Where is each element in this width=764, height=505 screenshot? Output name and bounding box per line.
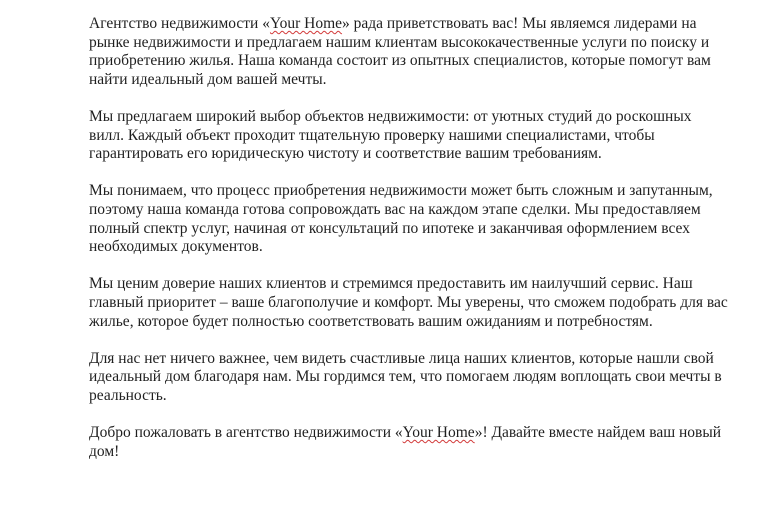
paragraph-support[interactable]: Мы понимаем, что процесс приобретения недвижимости может быть сложным и запутанным, поэтому наша команда готова сопровождать вас на каждом этапе сделки. Мы предоставляем полный спектр услуг, начиная от консультаций по ипотеке и заканчивая оформлением всех необходимых документов. [89, 182, 713, 256]
paragraph-trust[interactable]: Мы ценим доверие наших клиентов и стремимся предоставить им наилучший сервис. Наш главный приоритет – ваше благополучие и комфорт. Мы уверены, что сможем подобрать для вас жилье, которое будет полностью соответствовать вашим ожиданиям и потребностям. [89, 275, 728, 330]
paragraph-closing[interactable] [89, 424, 729, 461]
paragraph-welcome[interactable] [89, 15, 729, 89]
document-body[interactable] [89, 15, 729, 480]
agency-name-misspelled[interactable]: Your Home [269, 15, 343, 32]
paragraph-happiness[interactable]: Для нас нет ничего важнее, чем видеть счастливые лица наших клиентов, которые нашли свой идеальный дом благодаря нам. Мы гордимся тем, что помогаем людям воплощать свои мечты в реальность. [89, 349, 722, 404]
paragraph-welcome-start: Агентство недвижимости « [89, 15, 270, 32]
paragraph-closing-start: Добро пожаловать в агентство недвижимости « [89, 424, 403, 442]
paragraph-closing-rest: »! Давайте вместе найдем ваш новый дом! [89, 424, 722, 460]
paragraph-welcome-rest: » рада приветствовать вас! Мы являемся лидерами на рынке недвижимости и предлагаем нашим клиентам высококачественные услуги по поиску и приобретению жилья. Наша команда состоит из опытных специалистов, которые помогут вам найти идеальный дом вашей мечты. [89, 15, 711, 88]
paragraph-offer[interactable]: Мы предлагаем широкий выбор объектов недвижимости: от уютных студий до роскошных вилл. Каждый объект проходит тщательную проверку нашими специалистами, чтобы гарантировать его юридическую чистоту и соответствие вашим требованиям. [89, 107, 692, 163]
agency-name-misspelled-closing[interactable]: Your Home [402, 424, 475, 442]
